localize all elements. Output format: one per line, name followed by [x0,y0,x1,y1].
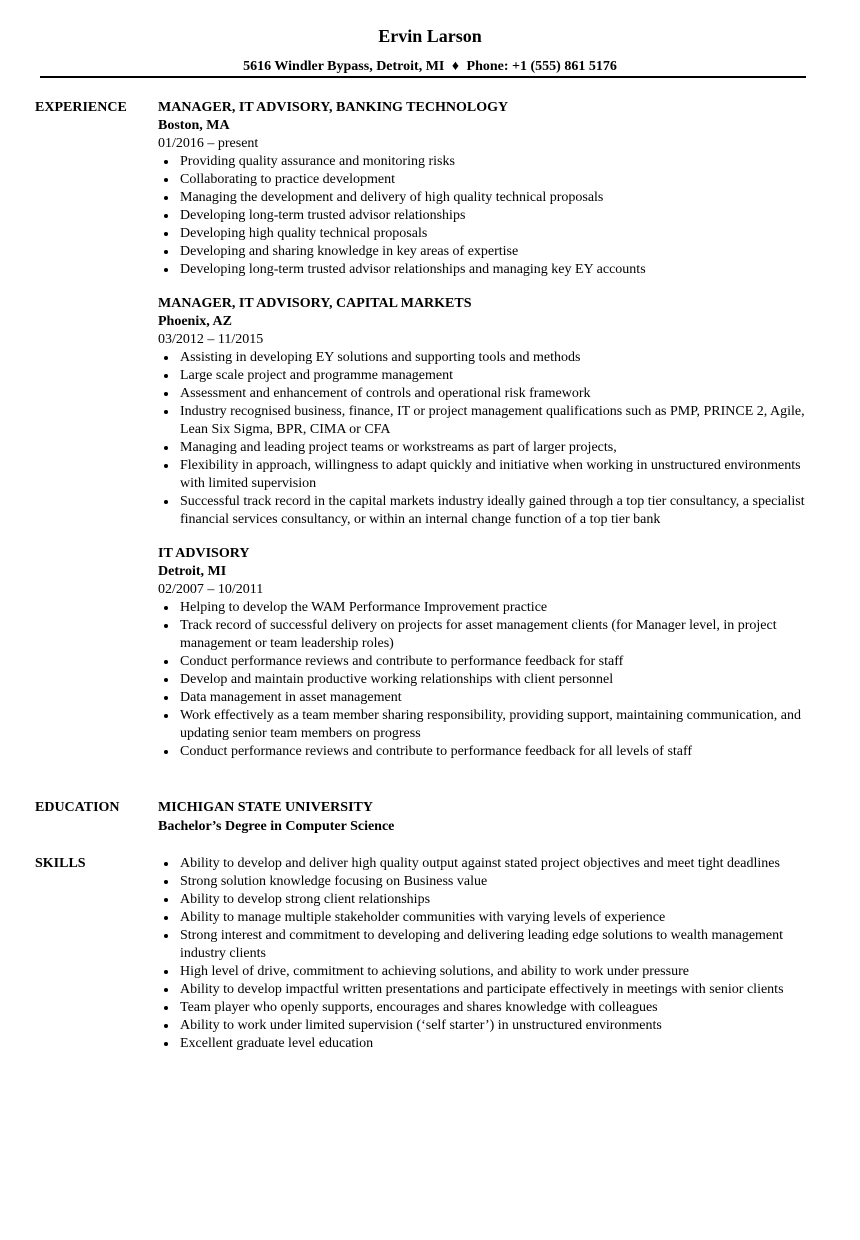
list-item-text: Managing and leading project teams or workstreams as part of larger projects, [180,440,617,455]
job-bullets [158,153,815,279]
list-item [158,981,810,999]
list-item [158,457,810,493]
bullet-icon [164,464,168,468]
job-location: Detroit, MI [158,564,227,579]
list-item [158,909,810,927]
list-item-text: Providing quality assurance and monitoring risks [180,154,455,169]
skills-section [35,855,815,1053]
list-item-text: High level of drive, commitment to achieving solutions, and ability to work under pressure [180,964,689,979]
list-item [158,189,810,207]
diamond-separator-icon: ♦ [451,59,460,74]
list-item-text: Work effectively as a team member sharing responsibility, providing support, maintaining communication, and updating senior team members on progress [180,708,801,741]
list-item [158,1035,810,1053]
list-item-text: Managing the development and delivery of high quality technical proposals [180,190,604,205]
list-item-text: Large scale project and programme management [180,368,454,383]
list-item [158,891,810,909]
list-item [158,493,810,529]
list-item [158,707,810,743]
section-label-experience: EXPERIENCE [35,100,127,115]
experience-list [158,99,815,761]
job-location: Boston, MA [158,118,230,133]
list-item-text: Ability to develop impactful written presentations and participate effectively in meetings with senior clients [180,982,784,997]
bullet-icon [164,898,168,902]
job-dates: 02/2007 – 10/2011 [158,582,264,597]
bullet-icon [164,392,168,396]
section-label-skills: SKILLS [35,856,86,871]
list-item [158,243,810,261]
experience-section [35,99,815,777]
bullet-icon [164,232,168,236]
list-item [158,617,810,653]
bullet-icon [164,178,168,182]
list-item-text: Data management in asset management [180,690,402,705]
list-item-text: Developing long-term trusted advisor relationships and managing key EY accounts [180,262,646,277]
list-item-text: Conduct performance reviews and contribute to performance feedback for all levels of staff [180,744,693,759]
bullet-icon [164,934,168,938]
list-item [158,385,810,403]
bullet-icon [164,696,168,700]
job-location: Phoenix, AZ [158,314,232,329]
job-dates: 03/2012 – 11/2015 [158,332,264,347]
list-item [158,999,810,1017]
job-bullets [158,599,815,761]
list-item-text: Strong solution knowledge focusing on Business value [180,874,488,889]
bullet-icon [164,160,168,164]
job-entry [158,545,815,761]
list-item-text: Ability to work under limited supervision (‘self starter’) in unstructured environments [180,1018,662,1033]
list-item [158,207,810,225]
job-title: MANAGER, IT ADVISORY, BANKING TECHNOLOGY [158,100,509,115]
candidate-name: Ervin Larson [378,26,482,46]
list-item-text: Ability to develop and deliver high quality output against stated project objectives and meet tight deadlines [180,856,780,871]
bullet-icon [164,268,168,272]
list-item [158,653,810,671]
bullet-icon [164,196,168,200]
bullet-icon [164,606,168,610]
bullet-icon [164,250,168,254]
list-item-text: Assisting in developing EY solutions and supporting tools and methods [180,350,581,365]
list-item [158,671,810,689]
list-item [158,927,810,963]
skills-list [158,855,815,1053]
list-item-text: Team player who openly supports, encourages and shares knowledge with colleagues [180,1000,658,1015]
education-section [35,799,815,837]
list-item-text: Develop and maintain productive working relationships with client personnel [180,672,614,687]
list-item-text: Track record of successful delivery on projects for asset management clients (for Manager level, in project management or team leadership roles) [180,618,777,651]
bullet-icon [164,624,168,628]
bullet-icon [164,678,168,682]
list-item [158,171,810,189]
bullet-icon [164,356,168,360]
list-item-text: Ability to develop strong client relationships [180,892,431,907]
list-item-text: Collaborating to practice development [180,172,395,187]
list-item [158,743,810,761]
list-item-text: Industry recognised business, finance, IT or project management qualifications such as PMP, PRINCE 2, Agile, Lean Six Sigma, BPR, CIMA or CFA [180,404,805,437]
list-item [158,367,810,385]
degree: Bachelor’s Degree in Computer Science [158,819,395,834]
job-entry [158,295,815,529]
list-item-text: Flexibility in approach, willingness to adapt quickly and initiative when working in unstructured environments with limited supervision [180,458,801,491]
bullet-icon [164,660,168,664]
bullet-icon [164,374,168,378]
contact-line [0,58,860,76]
bullet-icon [164,1006,168,1010]
address: 5616 Windler Bypass, Detroit, MI [243,59,445,74]
list-item-text: Excellent graduate level education [180,1036,374,1051]
bullet-icon [164,988,168,992]
list-item [158,689,810,707]
bullet-icon [164,1042,168,1046]
list-item [158,439,810,457]
list-item-text: Strong interest and commitment to developing and delivering leading edge solutions to wealth management industry clients [180,928,784,961]
list-item-text: Conduct performance reviews and contribute to performance feedback for staff [180,654,624,669]
list-item [158,873,810,891]
list-item-text: Helping to develop the WAM Performance Improvement practice [180,600,548,615]
bullet-icon [164,862,168,866]
header-divider [40,76,806,78]
list-item [158,1017,810,1035]
list-item-text: Developing and sharing knowledge in key areas of expertise [180,244,519,259]
phone: Phone: +1 (555) 861 5176 [466,59,617,74]
bullet-icon [164,500,168,504]
job-bullets [158,349,815,529]
bullet-icon [164,916,168,920]
bullet-icon [164,750,168,754]
bullet-icon [164,410,168,414]
section-label-education: EDUCATION [35,800,120,815]
list-item-text: Successful track record in the capital markets industry ideally gained through a top tier consultancy, a specialist financial services consultancy, or within an internal change function of a top tier bank [180,494,805,527]
job-dates: 01/2016 – present [158,136,259,151]
list-item [158,963,810,981]
bullet-icon [164,446,168,450]
list-item [158,599,810,617]
resume-header [0,24,860,76]
list-item [158,403,810,439]
list-item [158,261,810,279]
job-title: MANAGER, IT ADVISORY, CAPITAL MARKETS [158,296,472,311]
list-item [158,225,810,243]
school-name: MICHIGAN STATE UNIVERSITY [158,800,373,815]
list-item-text: Assessment and enhancement of controls and operational risk framework [180,386,591,401]
bullet-icon [164,970,168,974]
list-item [158,855,810,873]
job-entry [158,99,815,279]
list-item-text: Ability to manage multiple stakeholder communities with varying levels of experience [180,910,666,925]
job-title: IT ADVISORY [158,546,250,561]
bullet-icon [164,714,168,718]
bullet-icon [164,214,168,218]
bullet-icon [164,1024,168,1028]
list-item-text: Developing high quality technical proposals [180,226,428,241]
list-item [158,153,810,171]
list-item [158,349,810,367]
list-item-text: Developing long-term trusted advisor relationships [180,208,466,223]
bullet-icon [164,880,168,884]
